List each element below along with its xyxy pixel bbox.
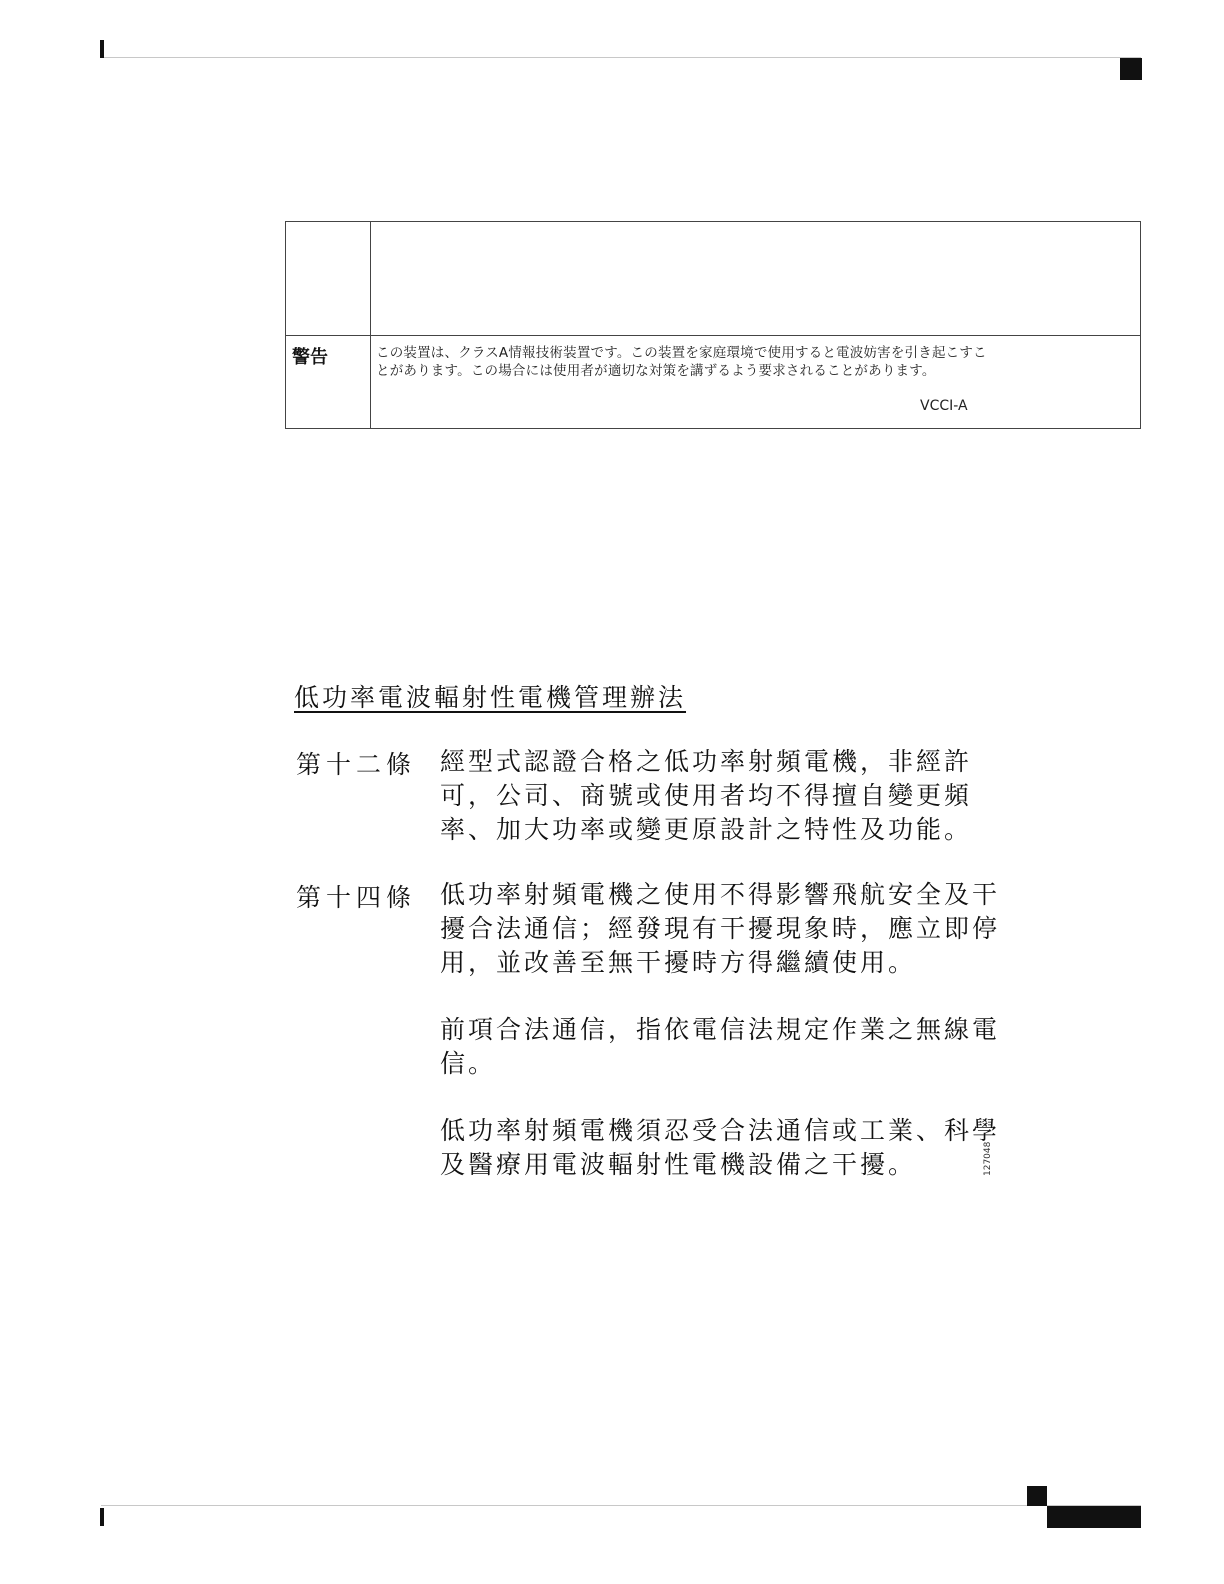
table-column-divider (370, 222, 371, 428)
vcci-warning-table (285, 221, 1141, 429)
header-tick-mark (100, 40, 104, 58)
footer-rule (101, 1505, 1141, 1506)
footer-tick-mark (100, 1508, 104, 1526)
article-14-paragraph-1: 低功率射頻電機之使用不得影響飛航安全及干擾合法通信；經發現有干擾現象時，應立即停用，並改善至無干擾時方得繼續使用。 (440, 880, 1001, 977)
article-14-paragraph-2: 前項合法通信，指依電信法規定作業之無線電信。 (440, 1015, 1001, 1078)
article-14-label: 第十四條 (296, 883, 417, 912)
article-14-paragraph-3: 低功率射頻電機須忍受合法通信或工業、科學及醫療用電波輻射性電機設備之干擾。 (440, 1116, 1001, 1179)
regulation-title: 低功率電波輻射性電機管理辦法 (294, 683, 687, 712)
article-12-label: 第十二條 (296, 750, 417, 779)
article-12-text: 經型式認證合格之低功率射頻電機，非經許可，公司、商號或使用者均不得擅自變更頻率、加大功率或變更原設計之特性及功能。 (440, 747, 973, 844)
warning-text: この装置は、クラスA情報技術装置です。この装置を家庭環境で使用すると電波妨害を引き起こすことがあります。この場合には使用者が適切な対策を講ずるよう要求されることがあります。 (376, 345, 987, 379)
warning-label: 警告 (292, 347, 328, 368)
figure-id: 127048 (983, 1141, 993, 1176)
header-corner-block (1120, 58, 1142, 80)
table-row-divider (286, 335, 1140, 336)
footer-square-block (1027, 1486, 1047, 1506)
header-rule (101, 57, 1141, 58)
footer-page-tab (1047, 1506, 1141, 1528)
vcci-class-code: VCCI-A (920, 398, 968, 414)
